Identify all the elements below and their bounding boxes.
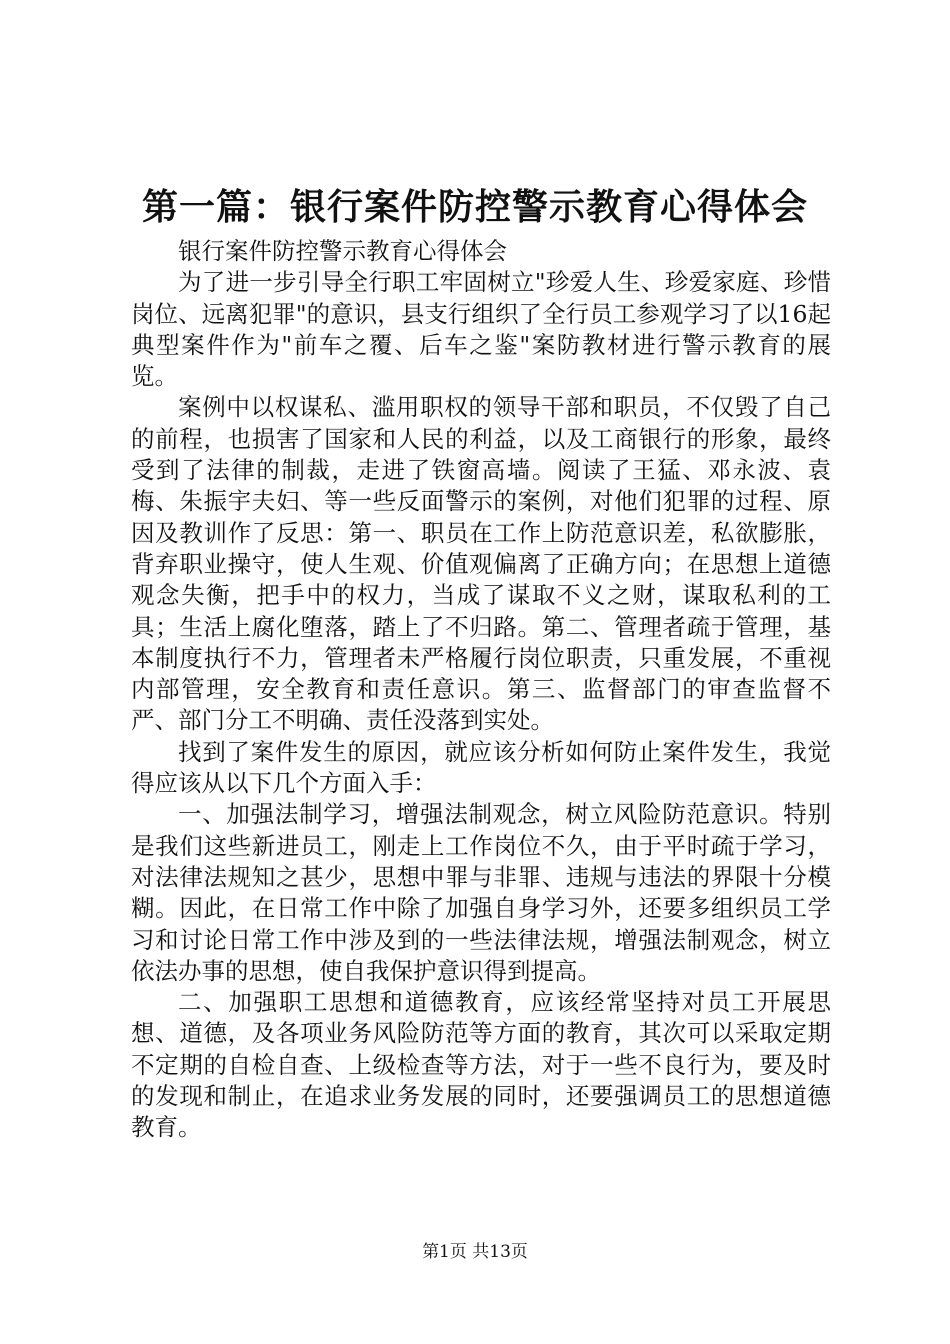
paragraph: 一、加强法制学习，增强法制观念，树立风险防范意识。特别是我们这些新进员工，刚走上工作岗位不久，由于平时疏于学习，对法律法规知之甚少，思想中罪与非罪、违规与违法的界限十分模糊。因此，在日常工作中除了加强自身学习外，还要多组织员工学习和讨论日常工作中涉及到的一些法律法规，增强法制观念，树立依法办事的思想，使自我保护意识得到提高。 (131, 800, 831, 985)
document-title: 第一篇：银行案件防控警示教育心得体会 (141, 187, 808, 228)
paragraph: 二、加强职工思想和道德教育，应该经常坚持对员工开展思想、道德，及各项业务风险防范等方面的教育，其次可以采取定期不定期的自检自查、上级检查等方法，对于一些不良行为，要及时的发现和制止，在追求业务发展的同时，还要强调员工的思想道德教育。 (131, 988, 831, 1142)
paragraph: 案例中以权谋私、滥用职权的领导干部和职员，不仅毁了自己的前程，也损害了国家和人民的利益，以及工商银行的形象，最终受到了法律的制裁，走进了铁窗高墙。阅读了王猛、邓永波、袁梅、朱振宇夫妇、等一些反面警示的案例，对他们犯罪的过程、原因及教训作了反思：第一、职员在工作上防范意识差，私欲膨胀，背弃职业操守，使人生观、价值观偏离了正确方向；在思想上道德观念失衡，把手中的权力，当成了谋取不义之财，谋取私利的工具；生活上腐化堕落，踏上了不归路。第二、管理者疏于管理，基本制度执行不力，管理者未严格履行岗位职责，只重发展，不重视内部管理，安全教育和责任意识。第三、监督部门的审查监督不严、部门分工不明确、责任没落到实处。 (131, 393, 831, 735)
paragraph: 找到了案件发生的原因，就应该分析如何防止案件发生，我觉得应该从以下几个方面入手： (131, 737, 831, 798)
paragraph-subtitle: 银行案件防控警示教育心得体会 (178, 237, 507, 265)
paragraph: 为了进一步引导全行职工牢固树立"珍爱人生、珍爱家庭、珍惜岗位、远离犯罪"的意识，县支行组织了全行员工参观学习了以16起典型案件作为"前车之覆、后车之鉴"案防教材进行警示教育的展览。 (131, 268, 831, 391)
page-number-footer: 第1页 共13页 (422, 1242, 528, 1262)
document-body (131, 236, 831, 1144)
